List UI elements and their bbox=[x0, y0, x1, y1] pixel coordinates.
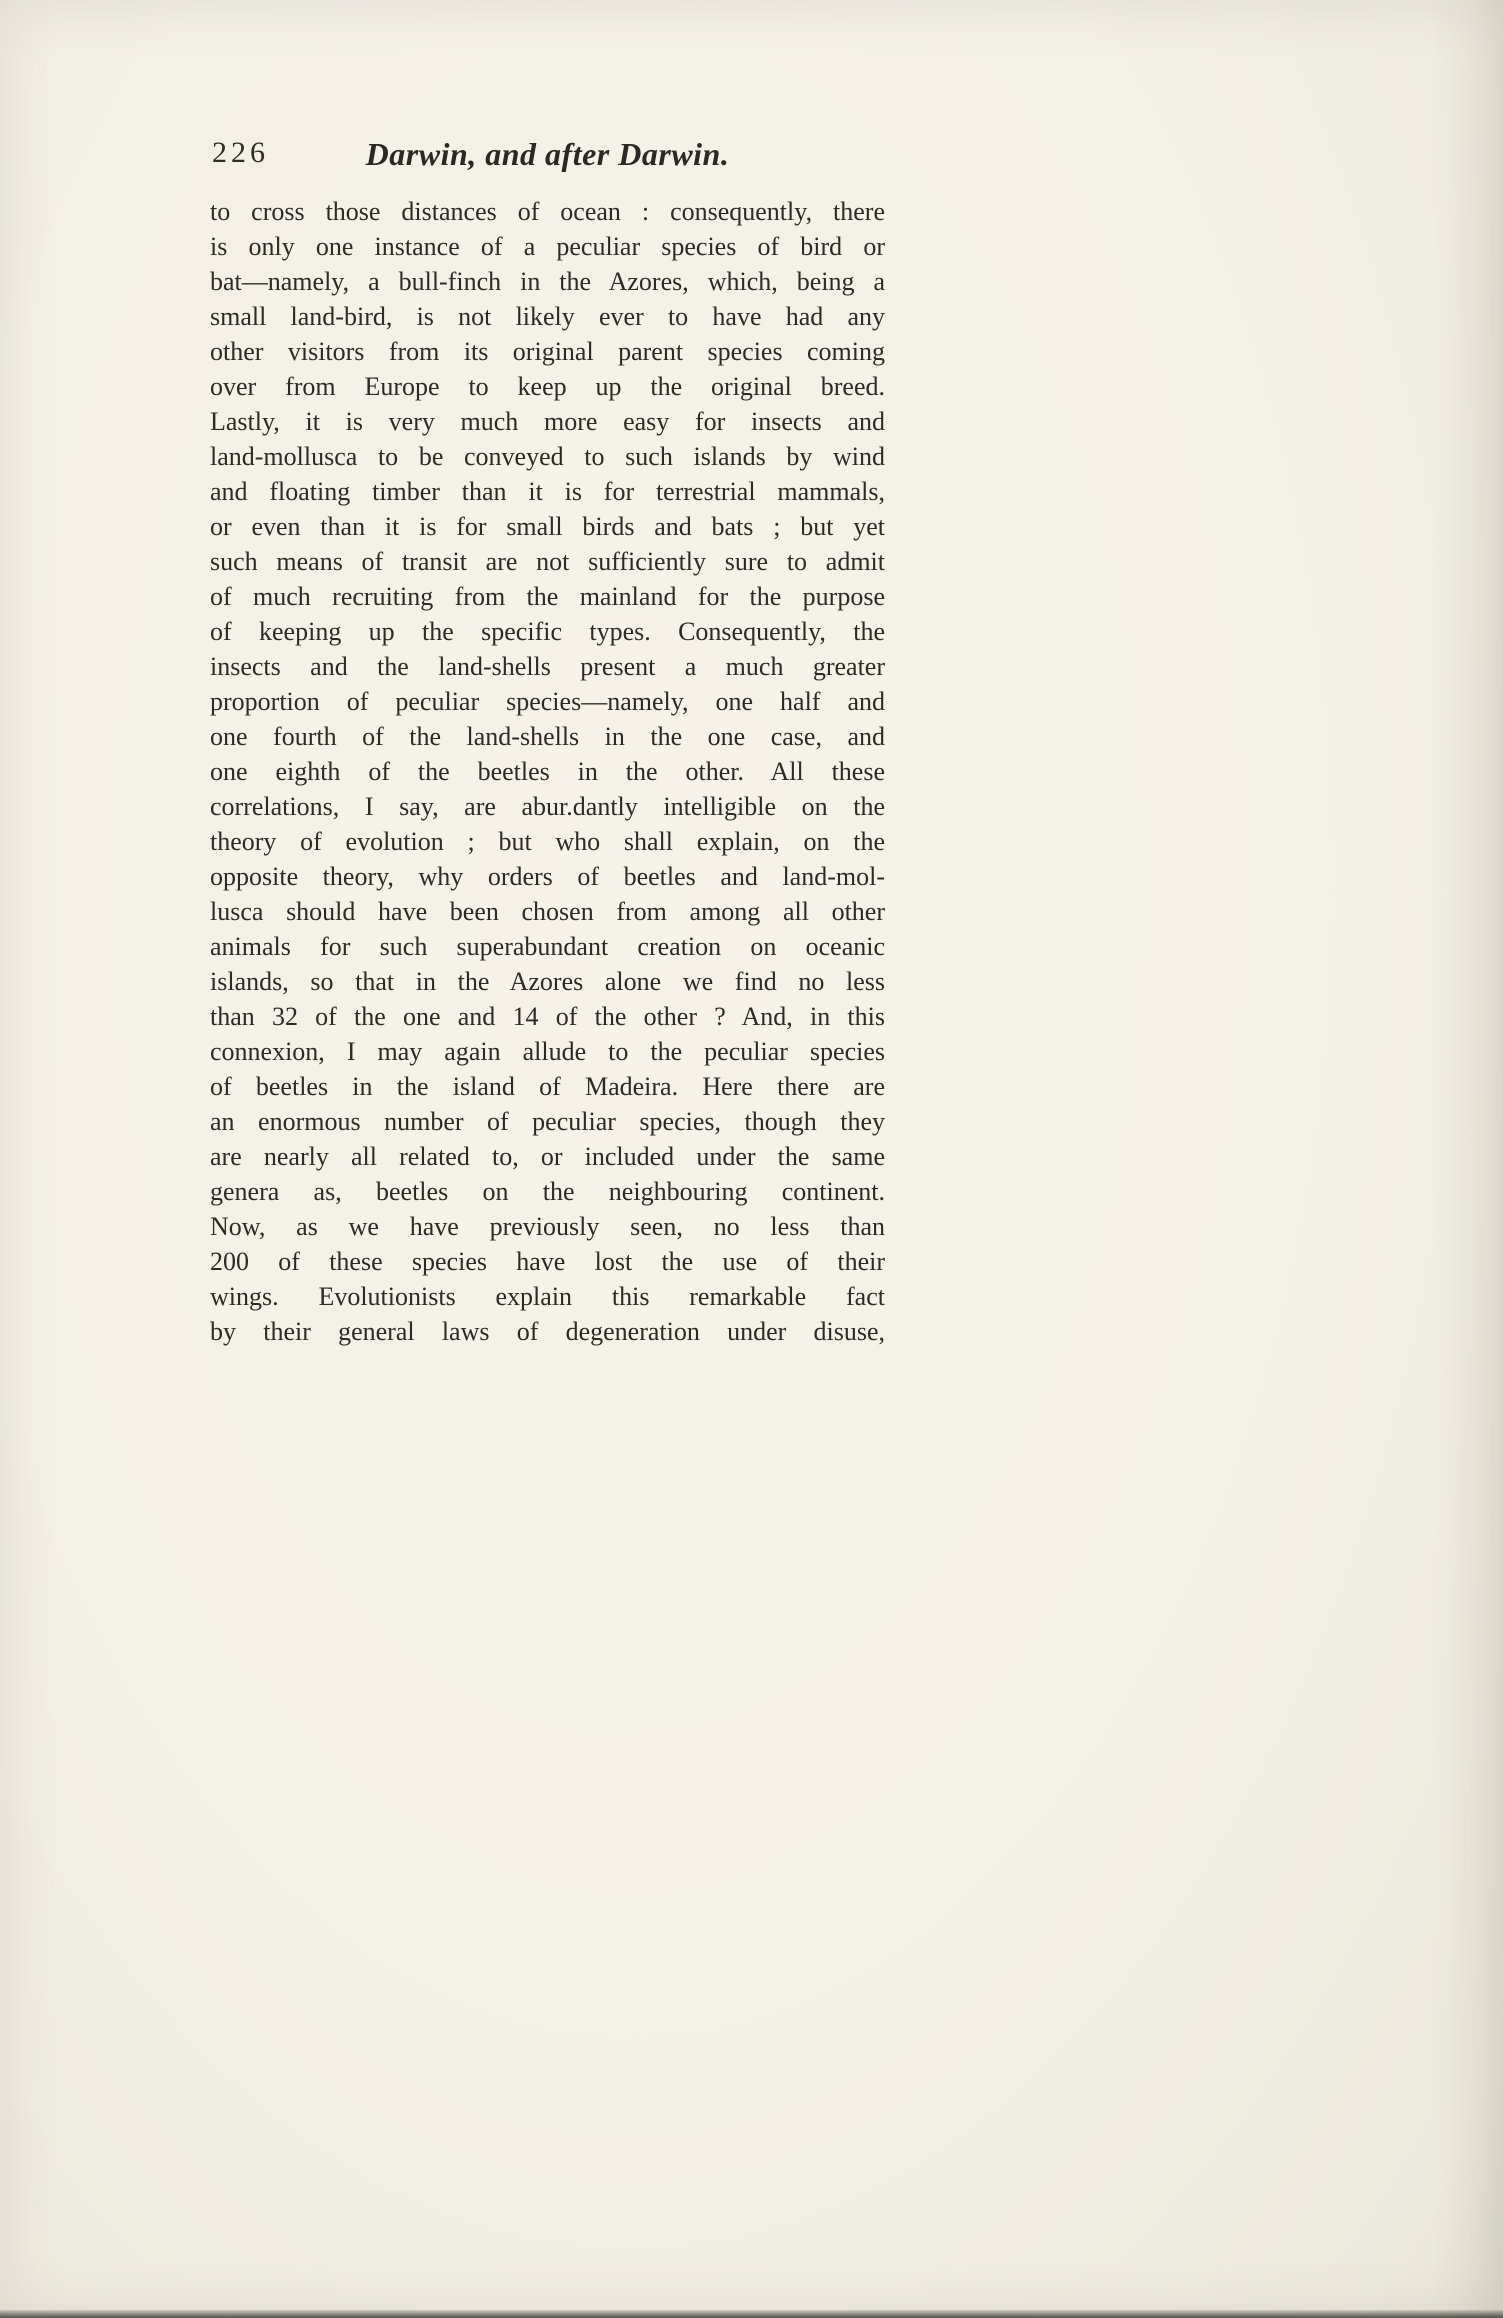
text-line: of much recruiting from the mainland for the purpose bbox=[210, 582, 885, 611]
text-line: correlations, I say, are abur.dantly intelligible on the bbox=[210, 792, 885, 821]
scan-edge-shading bbox=[1433, 0, 1503, 2318]
running-header bbox=[210, 136, 885, 180]
text-line: genera as, beetles on the neighbouring continent. bbox=[210, 1177, 885, 1206]
text-line: insects and the land-shells present a much greater bbox=[210, 652, 885, 681]
text-line: Lastly, it is very much more easy for insects and bbox=[210, 407, 885, 436]
text-line: small land-bird, is not likely ever to have had any bbox=[210, 302, 885, 331]
text-line: animals for such superabundant creation on oceanic bbox=[210, 932, 885, 961]
text-line: Now, as we have previously seen, no less than bbox=[210, 1212, 885, 1241]
text-line: of keeping up the specific types. Consequently, the bbox=[210, 617, 885, 646]
text-line: wings. Evolutionists explain this remarkable fact bbox=[210, 1282, 885, 1311]
text-line: and floating timber than it is for terrestrial mammals, bbox=[210, 477, 885, 506]
text-line: to cross those distances of ocean : consequently, there bbox=[210, 197, 885, 226]
text-line: or even than it is for small birds and bats ; but yet bbox=[210, 512, 885, 541]
text-line: an enormous number of peculiar species, though they bbox=[210, 1107, 885, 1136]
text-line: one eighth of the beetles in the other. All these bbox=[210, 757, 885, 786]
text-block bbox=[210, 136, 885, 1349]
text-line: of beetles in the island of Madeira. Here there are bbox=[210, 1072, 885, 1101]
text-line: proportion of peculiar species—namely, one half and bbox=[210, 687, 885, 716]
text-line: bat—namely, a bull-finch in the Azores, which, being a bbox=[210, 267, 885, 296]
text-line: theory of evolution ; but who shall explain, on the bbox=[210, 827, 885, 856]
text-line: such means of transit are not sufficiently sure to admit bbox=[210, 547, 885, 576]
text-line: over from Europe to keep up the original breed. bbox=[210, 372, 885, 401]
text-line: is only one instance of a peculiar species of bird or bbox=[210, 232, 885, 261]
text-line: islands, so that in the Azores alone we find no less bbox=[210, 967, 885, 996]
text-line: lusca should have been chosen from among all other bbox=[210, 897, 885, 926]
text-line: land-mollusca to be conveyed to such islands by wind bbox=[210, 442, 885, 471]
scan-bottom-edge bbox=[0, 2310, 1503, 2318]
text-line: 200 of these species have lost the use of their bbox=[210, 1247, 885, 1276]
text-line: are nearly all related to, or included under the same bbox=[210, 1142, 885, 1171]
text-line: than 32 of the one and 14 of the other ? And, in this bbox=[210, 1002, 885, 1031]
page-number: 226 bbox=[212, 136, 269, 169]
running-title: Darwin, and after Darwin. bbox=[365, 136, 730, 172]
text-line: opposite theory, why orders of beetles and land-mol- bbox=[210, 862, 885, 891]
text-line: connexion, I may again allude to the peculiar species bbox=[210, 1037, 885, 1066]
text-line: one fourth of the land-shells in the one case, and bbox=[210, 722, 885, 751]
text-line: other visitors from its original parent species coming bbox=[210, 337, 885, 366]
body-paragraph bbox=[210, 194, 885, 1349]
text-line: by their general laws of degeneration under disuse, bbox=[210, 1317, 885, 1346]
